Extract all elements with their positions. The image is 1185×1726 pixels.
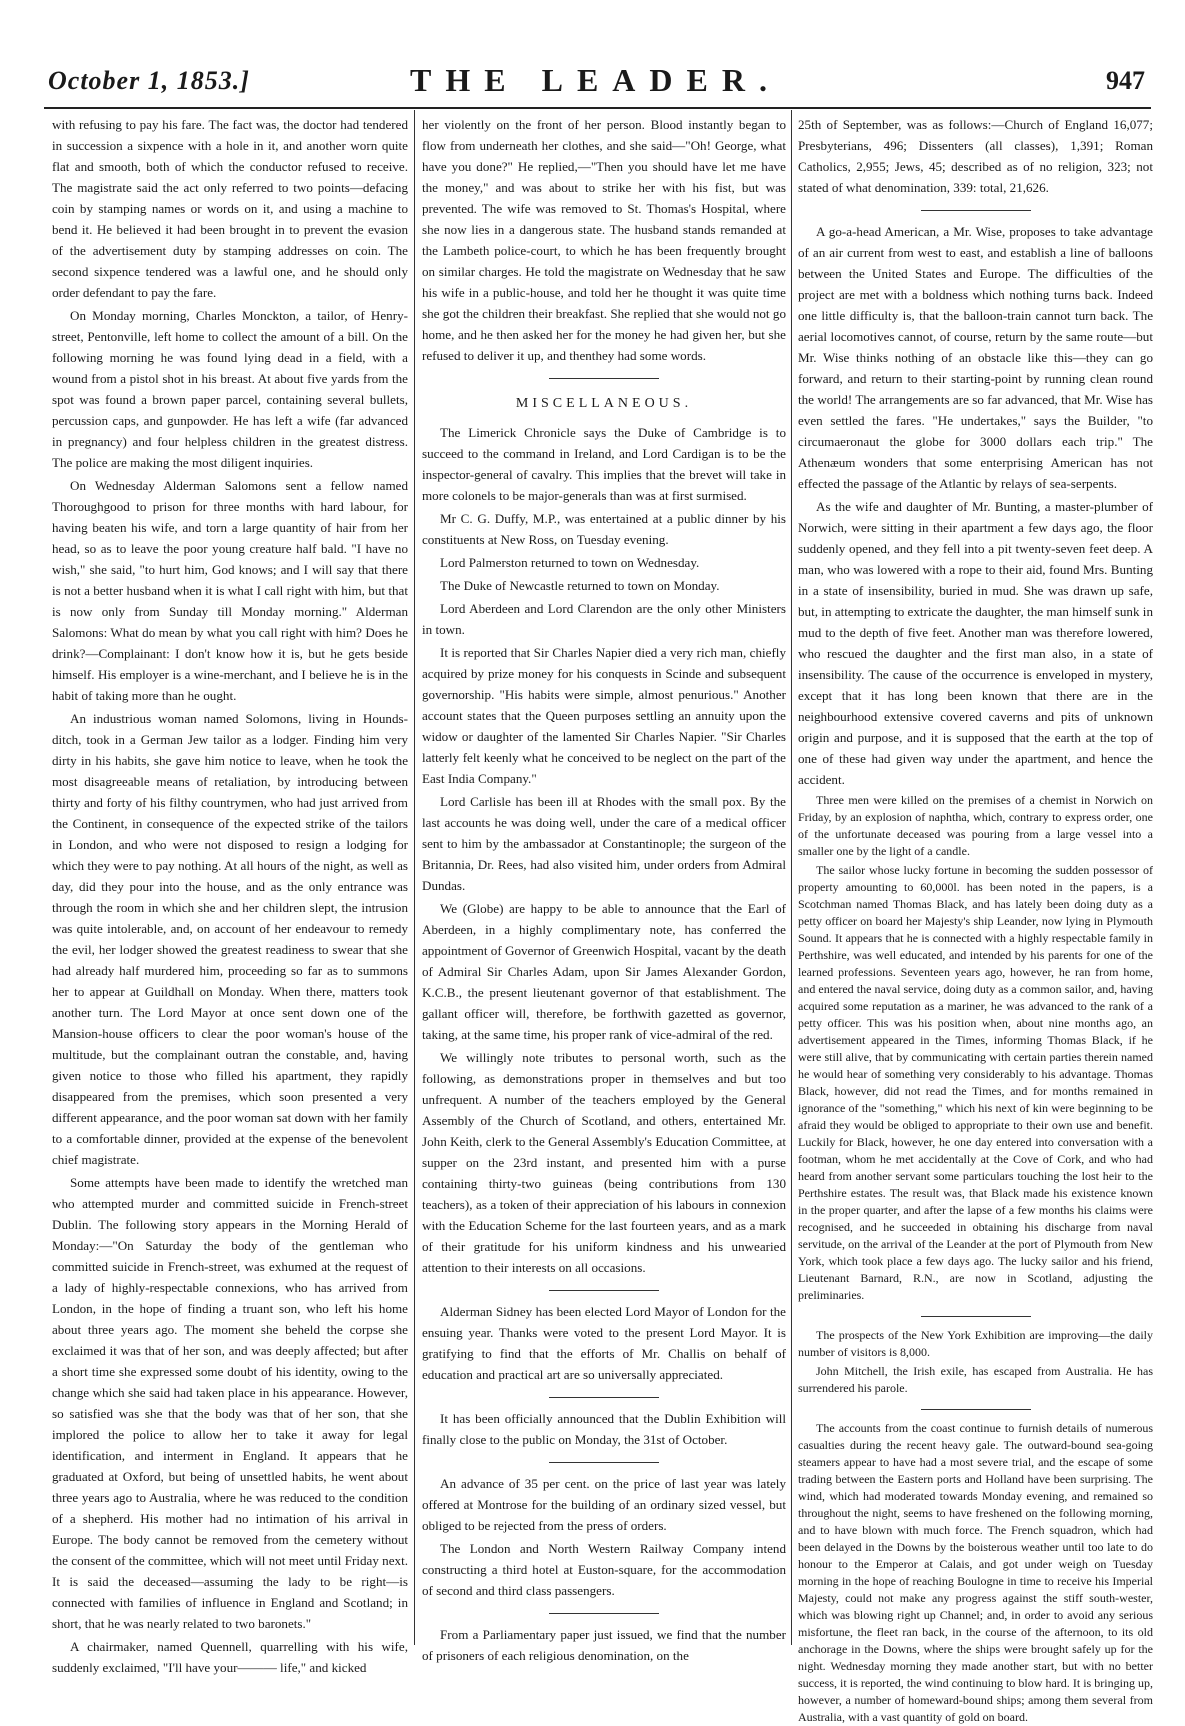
article-paragraph: Some attempts have been made to identify the wretched man who attempted murder and committed suicide in French-street Dublin. The following story appears in the Morning Herald of Monday:—"On Saturday the body of the gentleman who committed suicide in French-street, was exhumed at the request of a lady of highly-respectable connexions, who has arrived from London, in the hope of finding a truant son, who left his home about three years ago. The moment she beheld the corpse she exclaimed it was that of her son, and was deeply affected; but after a short time she expressed some doubt of his identity, owing to the change which she said had taken place in his appearance. However, so satisfied was she that the body was that of her son, that she implored the police to allow her to take it away for legal identification, and interment in England. It appears that he graduated at Oxford, but being of unsettled habits, he went about three years ago to Australia, where he was reduced to the condition of a shepherd. His mother had no intimation of his arrival in Europe. The body cannot be removed from the cemetery without the consent of the committee, which will not meet until Friday next. It is said the deceased—assuming the lady to be right—is connected with families of influence in England and Scotland; in short, that he was nearly related to two baronets."	[52, 1175, 408, 1631]
news-item: Mr C. G. Duffy, M.P., was entertained at a public dinner by his constituents at New Ross, on Tuesday evening.	[422, 511, 786, 547]
item-separator	[921, 1409, 1031, 1410]
article-paragraph: with refusing to pay his fare. The fact was, the doctor had tendered in succession a sixpence with a hole in it, and another worn quite flat and smooth, both of which the conductor refused to receive. The magistrate said the act only referred to two points—defacing coin by stamping names or words on it, and using a machine to bend it. He believed it had been brought in to prevent the evasion of the advertisement duty by stamping addresses on coin. The second sixpence tendered was a lawful one, and he should only order defendant to pay the fare.	[52, 117, 408, 300]
article-paragraph: On Wednesday Alderman Salomons sent a fellow named Thoroughgood to prison for three months with hard labour, for having beaten his wife, and torn a large quantity of hair from her head, so as to leave the poor young creature half bald. "I have no wish," she said, "to hurt him, God knows; and I will say that there is not a better husband when it is what I call right with him, but that is now only from Sunday till Monday morning." Alderman Salomons: What do mean by what you call right with him? Does he drink?—Complainant: I don't know how it is, but he gets beside himself. His employer is a wine-merchant, and I believe he is in the habit of taking more than he ought.	[52, 478, 408, 703]
news-item: Lord Aberdeen and Lord Clarendon are the only other Ministers in town.	[422, 601, 786, 637]
news-item: The Duke of Newcastle returned to town on Monday.	[440, 578, 720, 593]
section-separator	[549, 378, 659, 379]
header-rule	[44, 107, 1151, 109]
news-item: The Limerick Chronicle says the Duke of Cambridge is to succeed to the command in Ireland, and Lord Cardigan is to be the inspector-general of cavalry. This implies that the brevet will take in more colonels to be major-generals than was at first surmised.	[422, 425, 786, 503]
article-paragraph: Three men were killed on the premises of a chemist in Norwich on Friday, by an explosion of naphtha, which, contrary to express order, one of the unfortunate deceased was pouring from a large vessel into a smaller one by the light of a candle.	[798, 793, 1153, 858]
item-separator	[921, 1316, 1031, 1317]
page-number: 947	[1106, 66, 1145, 95]
article-paragraph: 25th of September, was as follows:—Church of England 16,077; Presbyterians, 496; Dissenters (all classes), 1,391; Roman Catholics, 2,955; Jews, 45; described as of no religion, 323; not stated of what denomination, 339: total, 21,626.	[798, 117, 1153, 195]
article-paragraph: On Monday morning, Charles Monckton, a tailor, of Henry-street, Pentonville, left home to collect the amount of a bill. On the following morning he was found lying dead in a field, with a wound from a pistol shot in his breast. At about five yards from the spot was found a brown paper parcel, containing several bullets, percussion caps, and gunpowder. He has left a wife (far advanced in pregnancy) and four helpless children in the greatest distress. The police are making the most diligent inquiries.	[52, 308, 408, 470]
issue-date: October 1, 1853.]	[48, 66, 250, 95]
article-paragraph: John Mitchell, the Irish exile, has escaped from Australia. He has surrendered his parole.	[798, 1364, 1153, 1395]
article-paragraph: The sailor whose lucky fortune in becoming the sudden possessor of property amounting to 60,000l. has been noted in the papers, is a Scotchman named Thomas Black, and has lately been doing duty as a petty officer on board her Majesty's ship Leander, now lying in Plymouth Sound. It appears that he is connected with a highly respectable family in Perthshire, was well educated, and intended by his parents for one of the learned professions. Seventeen years ago, however, he ran from home, and entered the naval service, doing duty as a common sailor, and, having acquired some reputation as a mariner, he was advanced to the rank of a petty officer. This was his position when, about nine months ago, an advertisement appeared in the Times, informing Thomas Black, if he were still alive, that by communicating with certain parties therein named he would hear of something very considerably to his advantage. Thomas Black, however, did not read the Times, and for months remained in ignorance of the "something," which his next of kin were beginning to be afraid they would be obliged to appropriate to their own use and benefit. Luckily for Black, however, he one day entered into conversation with a footman, whom he met accidentally at the Cove of Cork, and who had heard from another servant some particulars touching the lost heir to the Perthshire estates. The result was, that Black made his existence known in the proper quarter, and after the lapse of a few months his claims were recognised, and he succeeded in obtaining his discharge from naval servitude, on the arrival of the Leander at the port of Plymouth from New York, which took place a few days ago. The lucky sailor and his friend, Lieutenant Barnard, R.N., are now in Scotland, adjusting the preliminaries.	[798, 863, 1153, 1302]
news-item: We willingly note tributes to personal worth, such as the following, as demonstrations proper in themselves and but too unfrequent. A number of the teachers employed by the General Assembly of the Church of Scotland, and others, entertained Mr. John Keith, clerk to the General Assembly's Education Committee, at supper on the 23rd instant, and presented him with a purse containing thirty-two guineas (being contributions from 130 teachers), as a token of their appreciation of his labours in connexion with the Education Scheme for the last fourteen years, and as a mark of their gratitude for his uniform kindness and his unwearied attention to their interests on all occasions.	[422, 1050, 786, 1275]
news-item: Lord Palmerston returned to town on Wednesday.	[440, 555, 700, 570]
item-separator	[549, 1613, 659, 1614]
column-3	[798, 114, 1153, 1724]
column-1	[52, 114, 408, 1675]
news-item: It has been officially announced that the Dublin Exhibition will finally close to the public on Monday, the 31st of October.	[422, 1411, 786, 1447]
article-paragraph: her violently on the front of her person. Blood instantly began to flow from underneath her clothes, and she said—"Oh! George, what have you done?" He replied,—"Then you should have let me have the money," and was about to strike her with his fist, but was prevented. The wife was removed to St. Thomas's Hospital, where she now lies in a dangerous state. The husband stands remanded at the Lambeth police-court, to which he has been frequently brought on similar charges. He told the magistrate on Wednesday that he saw his wife in a public-house, and told her he thought it was quite time she got the children their breakfast. She replied that she would not go home, and he then asked her for the money he had given her, but she refused to deliver it up, and thenthey had some words.	[422, 117, 786, 363]
column-2	[422, 114, 786, 1663]
news-item: It is reported that Sir Charles Napier died a very rich man, chiefly acquired by prize money for his conquests in Scinde and subsequent governorship. "His habits were simple, almost penurious." Another account states that the Queen purposes settling an annuity upon the widow or daughter of the lamented Sir Charles Napier. "Sir Charles latterly felt keenly what he conceived to be neglect on the part of the East India Company."	[422, 645, 786, 786]
column-divider-1	[414, 110, 415, 1645]
article-paragraph: The accounts from the coast continue to furnish details of numerous casualties during the recent heavy gale. The outward-bound sea-going steamers appear to have had a most severe trial, and the escape of some trading between the Eastern ports and Holland have been surprising. The wind, which had moderated towards Monday evening, and remained so throughout the night, seems to have freshened on the following morning, and to have blown with much force. The French squadron, which had been delayed in the Downs by the boisterous weather until too late to do honour to the Emperor at Calais, and got under weigh on Tuesday morning in the hope of reaching Boulogne in time to receive his Imperial Majesty, could not make any progress against the stiff south-wester, which was blowing right up Channel; and, in order to avoid any serious misfortune, the fleet ran back, in the course of the afternoon, to its old anchorage in the Downs, where the ships were brought safely up for the night. Wednesday morning they made another start, but with no better success, it is reported, the wind continuing to blow hard. It is bringing up, however, a number of homeward-bound ships; among them several from Australia, with a vast quantity of gold on board.	[798, 1421, 1153, 1724]
news-item: Alderman Sidney has been elected Lord Mayor of London for the ensuing year. Thanks were voted to the present Lord Mayor. It is gratifying to find that the efforts of Mr. Challis on behalf of education and practical art are so universally appreciated.	[422, 1304, 786, 1382]
article-paragraph: A chairmaker, named Quennell, quarrelling with his wife, suddenly exclaimed, "I'll have your——— life," and kicked	[52, 1639, 408, 1675]
news-item: An advance of 35 per cent. on the price of last year was lately offered at Montrose for the building of an ordinary sized vessel, but obliged to be rejected from the press of orders.	[422, 1476, 786, 1533]
newspaper-title: THE LEADER.	[410, 62, 781, 98]
news-item: The London and North Western Railway Company intend constructing a third hotel at Euston-square, for the accommodation of second and third class passengers.	[422, 1541, 786, 1598]
article-paragraph: As the wife and daughter of Mr. Bunting, a master-plumber of Norwich, were sitting in their apartment a few days ago, the floor suddenly opened, and they fell into a pit twenty-seven feet deep. A man, who was lowered with a rope to their aid, found Mrs. Bunting in a state of insensibility, buried in mud. She was drawn up safe, but, in attempting to extricate the daughter, the man himself sunk in mud to the depth of five feet. Another man was therefore lowered, who rescued the daughter and the first man also, in a state of insensibility. The cause of the occurrence is enveloped in mystery, except that it has long been known that there are in the neighbourhood extensive covered caverns and pits of unknown origin and purpose, and it is supposed that the earth at the top of one of these had given way under the apartment, and hence the accident.	[798, 499, 1153, 787]
item-separator	[549, 1462, 659, 1463]
news-item: Lord Carlisle has been ill at Rhodes with the small pox. By the last accounts he was doing well, under the care of a medical officer sent to him by the ambassador at Constantinople; the surgeon of the Britannia, Dr. Rees, had also visited him, under orders from Admiral Dundas.	[422, 794, 786, 893]
item-separator	[921, 210, 1031, 211]
article-paragraph: An industrious woman named Solomons, living in Hounds-ditch, took in a German Jew tailor as a lodger. Finding him very dirty in his habits, she gave him notice to leave, when he took the most disagreeable means of retaliation, by introducing between thirty and forty of his filthy countrymen, who had just arrived from the Continent, in consequence of the expected strike of the tailors in London, and who were not disposed to resign a lodging for which they were to pay nothing. At all hours of the night, as well as day, did they pour into the house, and as the only entrance was through the room in which she and her children slept, the intrusion was quite intolerable, and, on account of her endeavour to remedy the evil, her lodger showed the greatest readiness to swear that she had already half murdered him, proceeding so far as to summons her to appear at Guildhall on Monday. When there, matters took another turn. The Lord Mayor at once sent down one of the Mansion-house officers to clear the poor woman's house of the multitude, but the complainant outran the constable, and, having given notice to those who filled his apartment, they rapidly disappeared from the premises, which soon presented a very different appearance, and the poor woman sat down with her family to a comfortable dinner, provided at the expense of the benevolent chief magistrate.	[52, 711, 408, 1167]
masthead	[40, 62, 1151, 106]
item-separator	[549, 1290, 659, 1291]
news-item: We (Globe) are happy to be able to announce that the Earl of Aberdeen, in a highly complimentary note, has conferred the appointment of Governor of Greenwich Hospital, vacant by the death of Admiral Sir Charles Adam, upon Sir James Alexander Gordon, K.C.B., the present lieutenant governor of that establishment. The gallant officer will, therefore, be forthwith gazetted as governor, taking, at the same time, his proper rank of vice-admiral of the red.	[422, 901, 786, 1042]
section-heading-miscellaneous: MISCELLANEOUS.	[515, 396, 693, 411]
column-divider-2	[791, 110, 792, 1645]
item-separator	[549, 1397, 659, 1398]
article-paragraph: A go-a-head American, a Mr. Wise, proposes to take advantage of an air current from west to east, and establish a line of balloons between the United States and Europe. The difficulties of the project are met with a boldness which nothing turns back. Indeed one little difficulty is, that the balloon-train cannot turn back. The aerial locomotives cannot, of course, return by the same route—but Mr. Wise thinks nothing of an obstacle like this—they can go forward, and return to their starting-point by running clean round the world! The arrangements are so far advanced, that Mr. Wise has even settled the fares. "He undertakes," says the Builder, "to circumaeronaut the globe for 3000 dollars each trip." The Athenæum wonders that some enterprising American has not effected the passage of the Atlantic by relays of sea-serpents.	[798, 224, 1153, 491]
news-item: From a Parliamentary paper just issued, we find that the number of prisoners of each religious denomination, on the	[422, 1627, 786, 1663]
article-paragraph: The prospects of the New York Exhibition are improving—the daily number of visitors is 8,000.	[798, 1328, 1153, 1359]
